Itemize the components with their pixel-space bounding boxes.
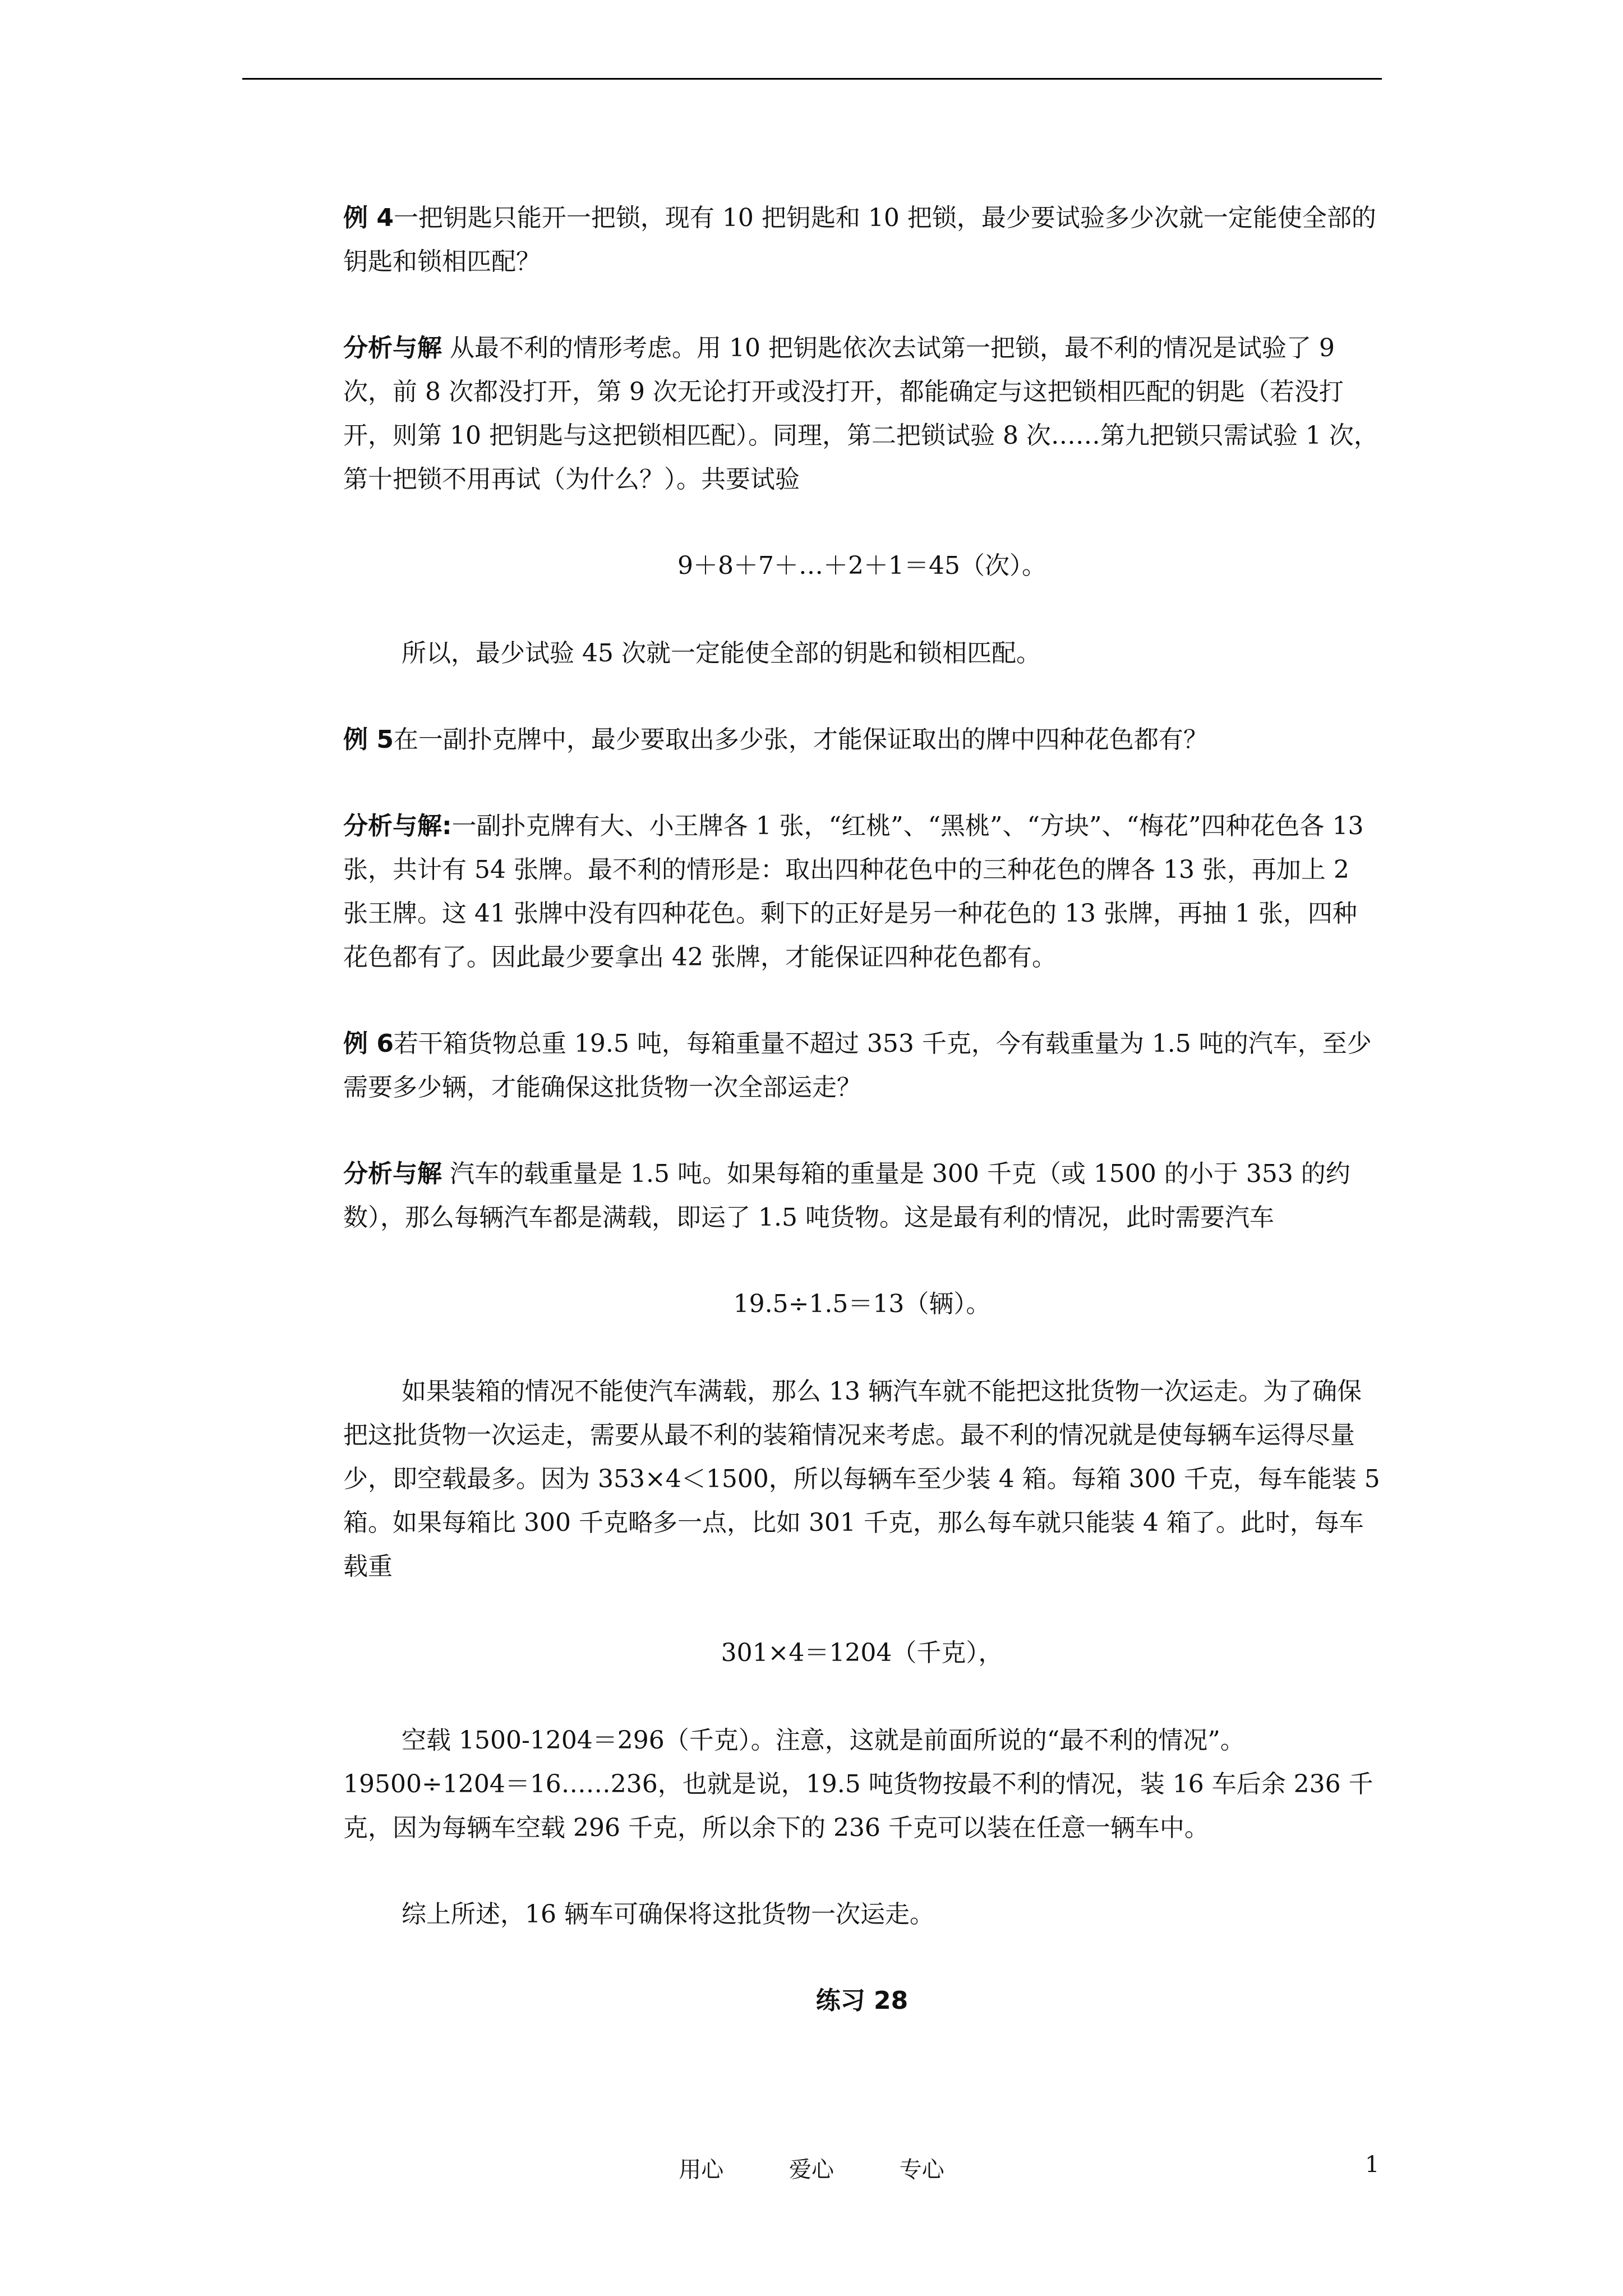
analysis-label: 分析与解: [343, 334, 442, 362]
page-footer: [0, 2152, 1623, 2184]
example-5-analysis: [343, 804, 1381, 979]
analysis-text: 一副扑克牌有大、小王牌各 1 张，“红桃”、“黑桃”、“方块”、“梅花”四种花色各 13 张，共计有 54 张牌。最不利的情形是：取出四种花色中的三种花色的牌各 13 张，再加上 2 张王牌。这 41 张牌中没有四种花色。剩下的正好是另一种花色的 13 张牌，再抽 1 张，四种花色都有了。因此最少要拿出 42 张牌，才能保证四种花色都有。: [343, 812, 1364, 972]
question-text: 若干箱货物总重 19.5 吨，每箱重量不超过 353 千克，今有载重量为 1.5 吨的汽车，至少需要多少辆，才能确保这批货物一次全部运走？: [343, 1029, 1372, 1102]
footer-item: 用心: [679, 2157, 724, 2183]
example-4-question: [343, 196, 1381, 284]
example-6-paragraph-2: 如果装箱的情况不能使汽车满载，那么 13 辆汽车就不能把这批货物一次运走。为了确保把这批货物一次运走，需要从最不利的装箱情况来考虑。最不利的情况就是使每辆车运得尽量少，即空载最多。因为 353×4＜1500，所以每辆车至少装 4 箱。每箱 300 千克，每车能装 5 箱。如果每箱比 300 千克略多一点，比如 301 千克，那么每车就只能装 4 箱了。此时，每车载重: [343, 1377, 1380, 1581]
example-6-formula-1: 19.5÷1.5＝13（辆）。: [733, 1290, 991, 1318]
document-body: [343, 196, 1381, 2023]
footer-item: 爱心: [789, 2157, 834, 2183]
example-6-question: [343, 1022, 1381, 1110]
footer-item: 专心: [899, 2157, 944, 2183]
page-number: 1: [1365, 2152, 1380, 2178]
example-6-formula-2: 301×4＝1204（千克），: [721, 1639, 1003, 1667]
example-6-paragraph-3: 空载 1500-1204＝296（千克）。注意，这就是前面所说的“最不利的情况”。19500÷1204＝16……236，也就是说，19.5 吨货物按最不利的情况，装 16 车后余 236 千克，因为每辆车空载 296 千克，所以余下的 236 千克可以装在任意一辆车中。: [343, 1726, 1373, 1842]
analysis-label: 分析与解: [343, 1159, 442, 1188]
analysis-text: 汽车的载重量是 1.5 吨。如果每箱的重量是 300 千克（或 1500 的小于 353 的约数），那么每辆汽车都是满载，即运了 1.5 吨货物。这是最有利的情况，此时需要汽车: [343, 1159, 1350, 1232]
example-4-analysis: [343, 326, 1381, 501]
header-rule: [242, 78, 1382, 80]
example-label: 例 6: [343, 1029, 394, 1058]
question-text: 在一副扑克牌中，最少要取出多少张，才能保证取出的牌中四种花色都有？: [393, 725, 1208, 754]
analysis-label: 分析与解:: [343, 812, 452, 840]
question-text: 一把钥匙只能开一把锁，现有 10 把钥匙和 10 把锁，最少要试验多少次就一定能使全部的钥匙和锁相匹配？: [343, 204, 1376, 276]
example-4-conclusion: 所以，最少试验 45 次就一定能使全部的钥匙和锁相匹配。: [402, 639, 1041, 668]
example-4-formula: 9＋8＋7＋…＋2＋1＝45（次）。: [677, 551, 1046, 580]
exercise-heading: 练习 28: [815, 1986, 909, 2015]
example-6-analysis: [343, 1152, 1381, 1240]
example-label: 例 5: [343, 725, 394, 754]
example-6-conclusion: 综上所述，16 辆车可确保将这批货物一次运走。: [402, 1900, 934, 1929]
example-label: 例 4: [343, 204, 394, 232]
analysis-text: 从最不利的情形考虑。用 10 把钥匙依次去试第一把锁，最不利的情况是试验了 9 次，前 8 次都没打开，第 9 次无论打开或没打开，都能确定与这把锁相匹配的钥匙（若没打开，则第 10 把钥匙与这把锁相匹配）。同理，第二把锁试验 8 次……第九把锁只需试验 1 次，第十把锁不用再试（为什么？）。共要试验: [343, 334, 1378, 494]
example-5-question: [343, 718, 1381, 762]
